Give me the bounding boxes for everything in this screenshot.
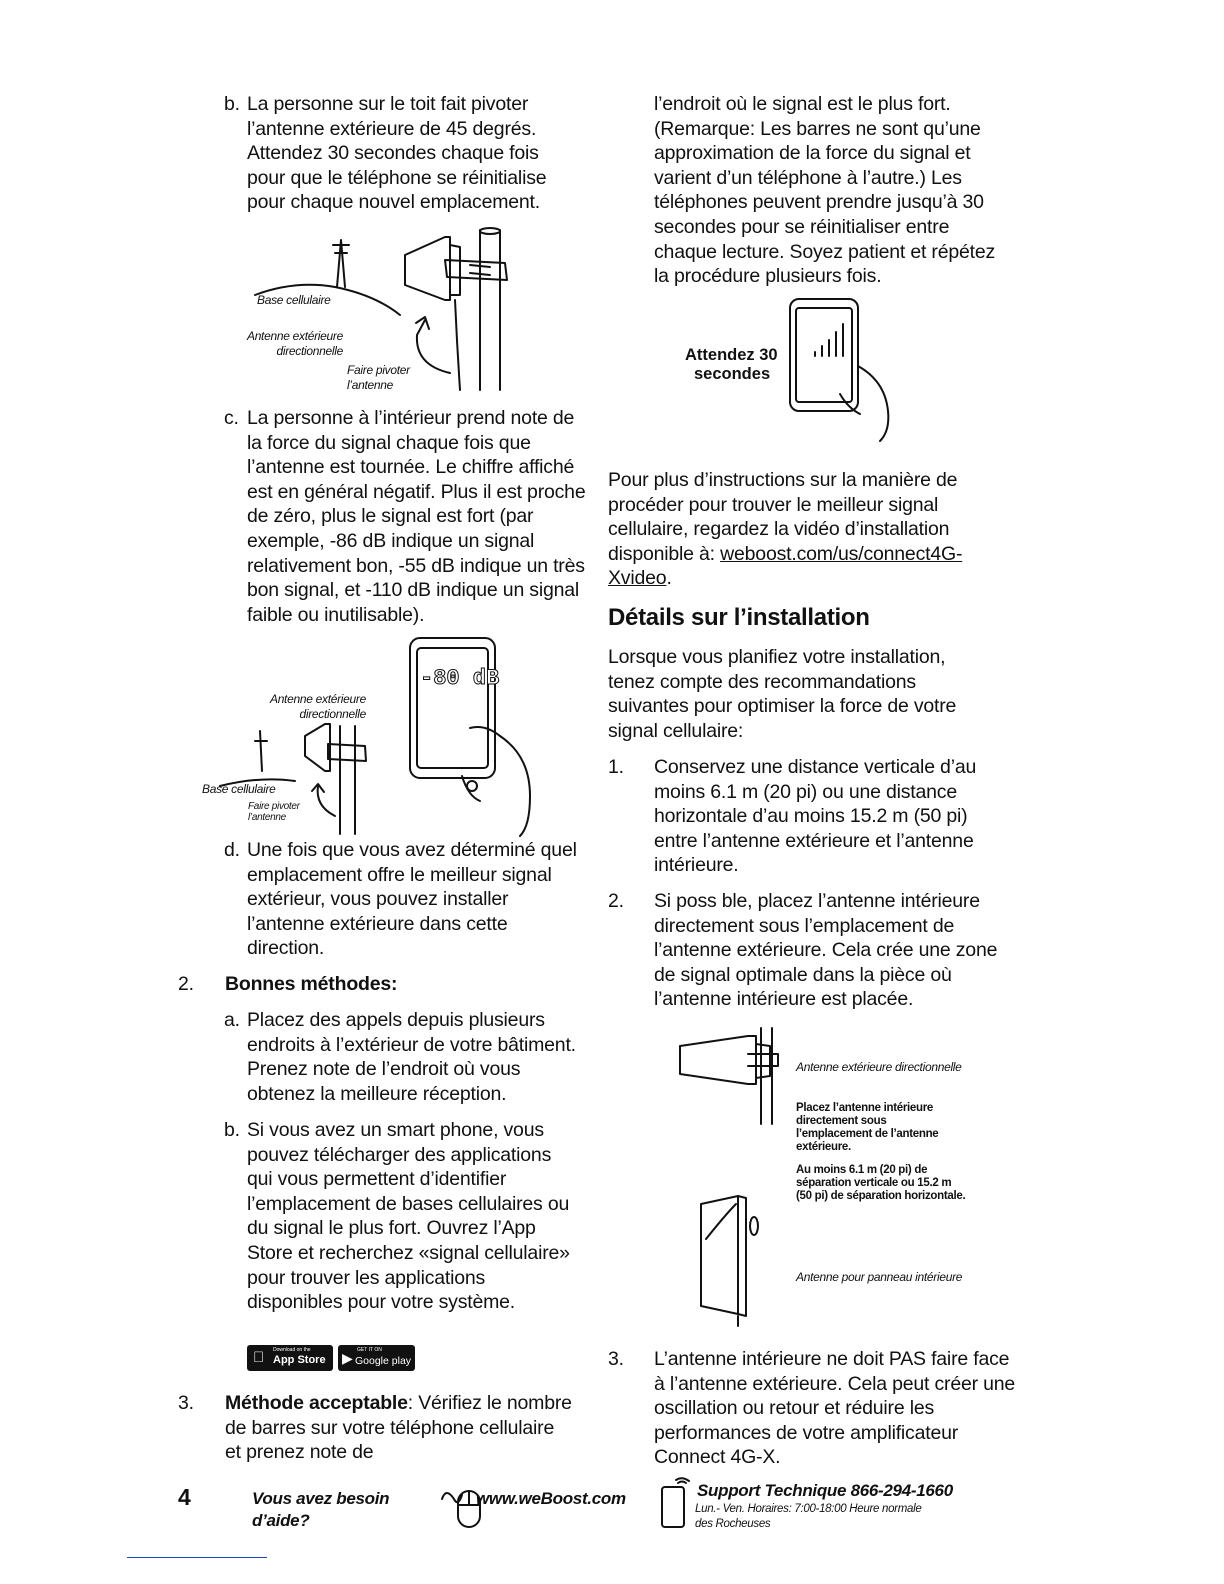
figure-wait <box>680 296 920 446</box>
step-d-text: Une fois que vous avez déterminé quel emplacement offre le meilleur signal extérieur, vous pouvez installer l’antenne extérieure dans cette direction. <box>247 839 577 960</box>
bottom-rule <box>127 1557 267 1558</box>
acceptable-method-heading: Méthode acceptable <box>225 1392 408 1414</box>
figure3-place-label: Placez l’antenne intérieure directement sous l’emplacement de l’antenne extérieure. <box>796 1102 939 1153</box>
wait-illustration <box>680 296 920 446</box>
help-line2: d’aide? <box>252 1511 310 1530</box>
recommendation-3-text: L’antenne intérieure ne doit PAS faire face à l’antenne extérieure. Cela peut créer une oscillation ou retour et réduire les performances de votre amplificateur Connect 4G-X. <box>654 1348 1016 1469</box>
page-number: 4 <box>178 1484 191 1510</box>
step-c-label: c. <box>224 407 239 429</box>
step-b-text: La personne sur le toit fait pivoter l’antenne extérieure de 45 degrés. Attendez 30 secondes chaque fois pour que le téléphone se réinitialise pour chaque nouvel emplacement. <box>247 93 547 214</box>
figure2-rotate-label: Faire pivoter l’antenne <box>248 801 300 823</box>
app-store-small: Download on the <box>273 1347 311 1353</box>
good-methods-a-label: a. <box>224 1009 240 1031</box>
google-play-big: Google play <box>355 1355 412 1367</box>
step-c-text: La personne à l’intérieur prend note de la force du signal chaque fois que l’antenne est tournée. Le chiffre affiché est en général négatif. Plus il est proche de zéro, plus le signal est fort (par exemple, -86 dB indique un signal relativement bon, -55 dB indique un très bon signal, et -110 dB indique un signal faible ou inutilisable). <box>247 407 586 626</box>
figure2-base-label: Base cellulaire <box>202 782 276 796</box>
good-methods-heading: Bonnes méthodes: <box>225 973 398 995</box>
recommendation-2-number: 2. <box>608 890 624 912</box>
video-link[interactable]: weboost.com/us/connect4G-Xvideo <box>608 542 963 590</box>
google-play-badge[interactable] <box>338 1345 415 1371</box>
figure1-rotate-label: Faire pivoter l’antenne <box>347 363 410 392</box>
video-end: . <box>666 567 672 590</box>
help-line1: Vous avez besoin <box>252 1489 390 1508</box>
figure-antenna-placement <box>676 1024 1006 1329</box>
video-instructions <box>608 468 1003 591</box>
good-methods-a-text: Placez des appels depuis plusieurs endroits à l’extérieur de votre bâtiment. Prenez note de l’endroit où vous obtenez la meilleure réception. <box>247 1009 576 1105</box>
wait-label-line1: Attendez 30 <box>685 346 778 364</box>
website-link[interactable]: www.weBoost.com <box>476 1489 626 1508</box>
wait-label-line2: secondes <box>694 365 771 383</box>
recommendation-1-text: Conservez une distance verticale d’au moins 6.1 m (20 pi) ou une distance horizontale d’au moins 15.2 m (50 pi) entre l’antenne extérieure et l’antenne intérieure. <box>654 756 977 877</box>
figure1-antenna-label: Antenne extérieure directionnelle <box>246 329 343 358</box>
section-title: Détails sur l’installation <box>608 604 870 631</box>
installation-intro: Lorsque vous planifiez votre installation, tenez compte des recommandations suivantes pour optimiser la force de votre signal cellulaire: <box>608 646 957 742</box>
figure2-antenna-label: Antenne extérieure directionnelle <box>269 692 366 721</box>
step-b-label: b. <box>224 93 240 115</box>
figure3-distance-label: Au moins 6.1 m (20 pi) de séparation verticale ou 15.2 m (50 pi) de séparation horizontale. <box>796 1164 966 1202</box>
support-hours-line1: Lun.- Ven. Horaires: 7:00-18:00 Heure normale <box>695 1503 922 1515</box>
support-phone: Support Technique 866-294-1660 <box>697 1481 953 1500</box>
acceptable-method-text: : Vérifiez le nombre de barres sur votre téléphone cellulaire et prenez note de <box>225 1392 572 1464</box>
apple-icon <box>253 1349 264 1366</box>
figure3-indoor-label: Antenne pour panneau intérieure <box>796 1270 963 1284</box>
play-icon: ▶ <box>342 1350 353 1366</box>
app-store-badge[interactable] <box>247 1345 333 1371</box>
figure1-base-label: Base cellulaire <box>257 293 331 307</box>
acceptable-method-number: 3. <box>178 1392 194 1414</box>
recommendation-1-number: 1. <box>608 756 624 778</box>
good-methods-b-text: Si vous avez un smart phone, vous pouvez télécharger des applications qui vous permettent d’identifier l’emplacement de bases cellulaires ou du signal le plus fort. Ouvrez l’App Store et recherchez «signal cellulaire» pour trouver les applications disponibles pour votre système. <box>247 1119 570 1314</box>
video-text: Pour plus d’instructions sur la manière de procéder pour trouver le meilleur signal cellulaire, regardez la vidéo d’installation disponible à: <box>608 469 958 565</box>
figure-signal-reading <box>200 636 550 836</box>
step-d-label: d. <box>224 839 240 861</box>
bars-continuation: l’endroit où le signal est le plus fort. (Remarque: Les barres ne sont qu’une approximation de la force du signal et varient d’un téléphone à l’autre.) Les téléphones peuvent prendre jusqu’à 30 secondes pour se réinitialiser entre chaque lecture. Soyez patient et répétez la procédure plusieurs fois. <box>654 93 996 288</box>
figure-rotate-antenna <box>225 225 525 395</box>
good-methods-b-label: b. <box>224 1119 240 1141</box>
phone-db-reading: -80 dB <box>420 666 500 691</box>
good-methods-number: 2. <box>178 973 194 995</box>
recommendation-3-number: 3. <box>608 1348 624 1370</box>
google-play-small: GET IT ON <box>357 1347 382 1353</box>
recommendation-2-text: Si poss ble, placez l’antenne intérieure directement sous l’emplacement de l’antenne extérieure. Cela crée une zone de signal optimale dans la pièce où l’antenne intérieure est placée. <box>654 890 998 1011</box>
figure3-outdoor-label: Antenne extérieure directionnelle <box>796 1060 962 1074</box>
phone-icon <box>658 1479 692 1529</box>
app-store-big: App Store <box>273 1354 326 1366</box>
support-hours-line2: des Rocheuses <box>695 1518 771 1530</box>
